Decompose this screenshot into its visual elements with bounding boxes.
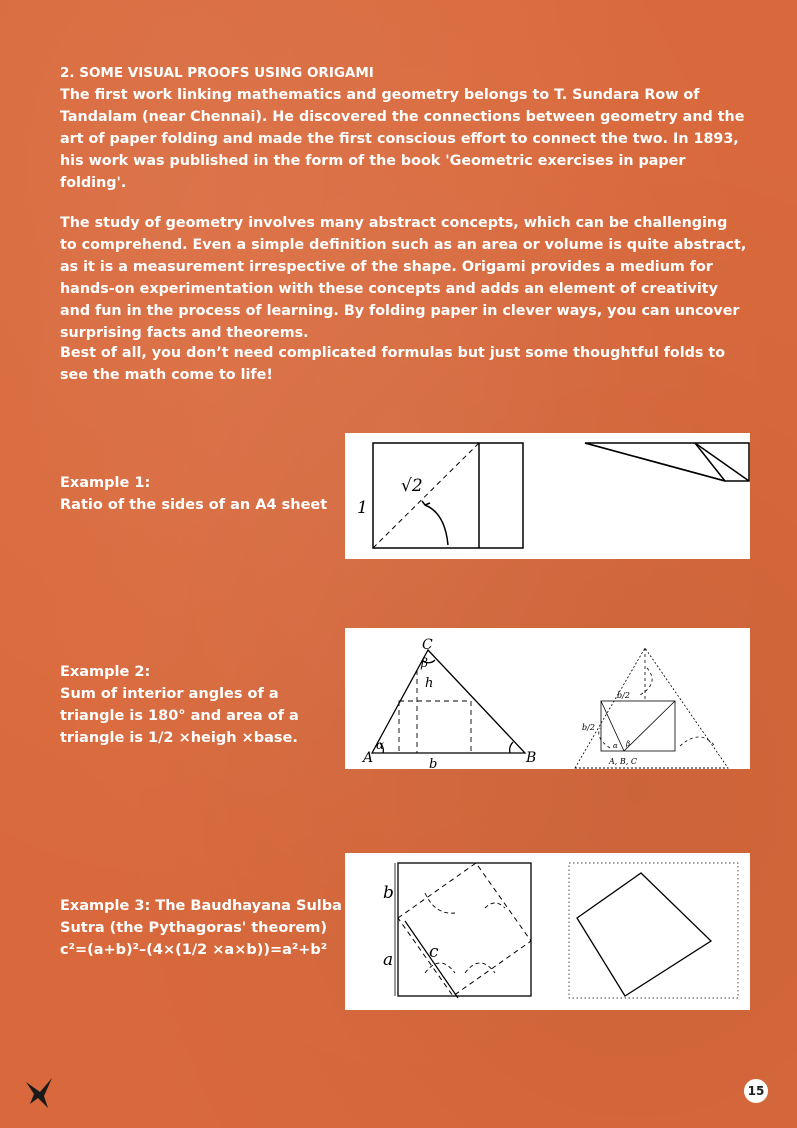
half-base-side: b/2: [582, 723, 595, 732]
example-3-line1: Sutra (the Pythagoras' theorem): [60, 920, 327, 936]
example-1-diagram: [345, 433, 750, 559]
example-2-line3: triangle is 1/2 ×heigh ×base.: [60, 730, 298, 746]
example-1-title: Example 1:: [60, 475, 151, 491]
example-2-line2: triangle is 180° and area of a: [60, 708, 299, 724]
example-3-label: [60, 895, 342, 961]
example-3-title: Example 3: The Baudhayana Sulba: [60, 898, 342, 914]
base-label: b: [429, 757, 438, 769]
paragraph-conclusion: Best of all, you don’t need complicated formulas but just some thoughtful folds to see the math come to life!: [60, 345, 726, 383]
vertex-b: B: [526, 750, 537, 766]
side-b: b: [383, 883, 394, 903]
paper-crane-icon: [24, 1074, 54, 1110]
vertices-abc: A, B, C: [609, 757, 637, 766]
example-2-title: Example 2:: [60, 664, 151, 680]
small-beta: β: [626, 740, 631, 748]
example-2-label: [60, 661, 299, 749]
side-a: a: [383, 950, 394, 970]
height-label: h: [425, 676, 434, 691]
example-2-diagram: [345, 628, 750, 769]
example-3-line2: c²=(a+b)²–(4×(1/2 ×a×b))=a²+b²: [60, 942, 328, 958]
angle-alpha: α: [376, 738, 385, 752]
hypotenuse-c: c: [429, 942, 439, 962]
half-base-top: b/2: [617, 691, 630, 700]
page-number: 15: [744, 1079, 768, 1103]
example-3-diagram: [345, 853, 750, 1010]
small-alpha: α: [613, 742, 618, 750]
vertex-c: C: [422, 637, 433, 653]
diag-label-sqrt2: √2: [401, 476, 423, 496]
example-2-line1: Sum of interior angles of a: [60, 686, 279, 702]
example-1-desc: Ratio of the sides of an A4 sheet: [60, 497, 328, 513]
side-label-1: 1: [357, 498, 368, 518]
paragraph-geometry: The study of geometry involves many abstract concepts, which can be challenging to comprehend. Even a simple definition such as an area or volume is quite abstract, as it is a measurement irrespective of the shape. Origami provides a medium for hands-on experimentation with these concepts and adds an element of creativity and fun in the process of learning. By folding paper in clever ways, you can uncover surprising facts and theorems.: [60, 215, 747, 341]
section-heading: 2. SOME VISUAL PROOFS USING ORIGAMI: [60, 65, 374, 81]
paragraph-history: The first work linking mathematics and geometry belongs to T. Sundara Row of Tandalam (near Chennai). He discovered the connections between geometry and the art of paper folding and made the first conscious effort to connect the two. In 1893, his work was published in the form of the book 'Geometric exercises in paper folding'.: [60, 87, 745, 191]
example-1-label: [60, 472, 327, 516]
vertex-a: A: [363, 750, 374, 766]
angle-beta: β: [421, 656, 428, 670]
